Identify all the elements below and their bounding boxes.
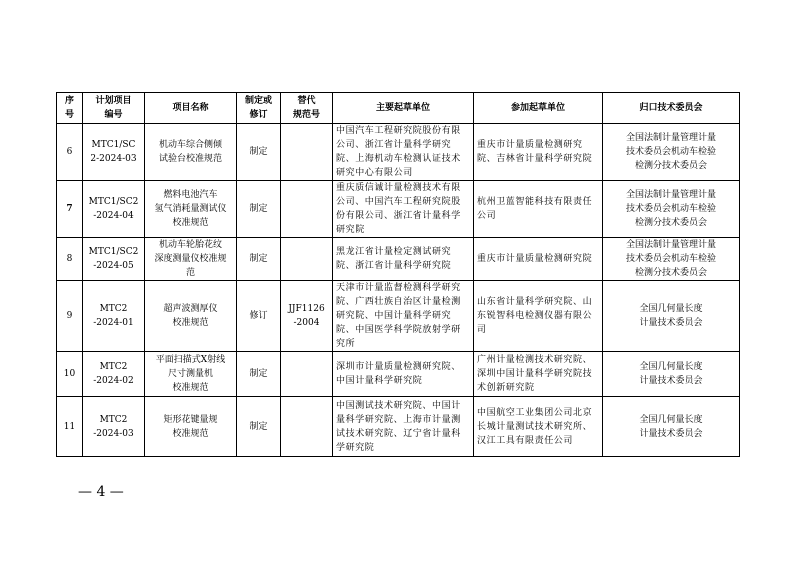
table-row [57, 238, 740, 281]
cell-seq: 8 [57, 238, 83, 281]
cell-committee: 全国几何量长度 计量技术委员会 [603, 397, 740, 457]
cell-replace [281, 181, 333, 238]
header-participating-drafter: 参加起草单位 [474, 93, 603, 124]
cell-code: MTC1/SC2 -2024-04 [83, 181, 145, 238]
cell-replace [281, 124, 333, 181]
cell-seq: 6 [57, 124, 83, 181]
cell-name: 机动车综合侧倾 试验台校准规范 [145, 124, 237, 181]
cell-name: 矩形花键量规 校准规范 [145, 397, 237, 457]
cell-committee: 全国法制计量管理计量 技术委员会机动车检验 检测分技术委员会 [603, 124, 740, 181]
cell-main-drafter: 天津市计量监督检测科学研究院、广西壮族自治区计量检测研究院、中国计量科学研究院、中国医学科学院放射学研究所 [333, 281, 474, 352]
table-row [57, 124, 740, 181]
page-number: — 4 — [78, 484, 124, 500]
cell-seq: 9 [57, 281, 83, 352]
cell-type: 制定 [237, 181, 281, 238]
cell-code: MTC1/SC 2-2024-03 [83, 124, 145, 181]
cell-seq: 11 [57, 397, 83, 457]
cell-main-drafter: 重庆质信诚计量检测技术有限公司、中国汽车工程研究院股份有限公司、浙江省计量科学研究院 [333, 181, 474, 238]
header-committee: 归口技术委员会 [603, 93, 740, 124]
cell-code: MTC1/SC2 -2024-05 [83, 238, 145, 281]
cell-committee: 全国法制计量管理计量 技术委员会机动车检验 检测分技术委员会 [603, 238, 740, 281]
cell-type: 修订 [237, 281, 281, 352]
cell-seq: 7 [57, 181, 83, 238]
cell-name: 燃料电池汽车 氢气消耗量测试仪 校准规范 [145, 181, 237, 238]
cell-name: 平面扫描式X射线 尺寸测量机 校准规范 [145, 352, 237, 397]
cell-type: 制定 [237, 397, 281, 457]
header-replace: 替代 规范号 [281, 93, 333, 124]
cell-main-drafter: 深圳市计量质量检测研究院、中国计量科学研究院 [333, 352, 474, 397]
cell-replace [281, 397, 333, 457]
cell-type: 制定 [237, 238, 281, 281]
cell-participating-drafter: 中国航空工业集团公司北京长城计量测试技术研究所、汉江工具有限责任公司 [474, 397, 603, 457]
header-code: 计划项目 编号 [83, 93, 145, 124]
plan-table [56, 92, 740, 457]
cell-replace [281, 238, 333, 281]
header-type: 制定或 修订 [237, 93, 281, 124]
cell-committee: 全国几何量长度 计量技术委员会 [603, 352, 740, 397]
header-seq: 序 号 [57, 93, 83, 124]
cell-main-drafter: 中国汽车工程研究院股份有限公司、浙江省计量科学研究院、上海机动车检测认证技术研究中心有限公司 [333, 124, 474, 181]
cell-type: 制定 [237, 124, 281, 181]
cell-participating-drafter: 杭州卫蓝智能科技有限责任公司 [474, 181, 603, 238]
cell-code: MTC2 -2024-01 [83, 281, 145, 352]
cell-participating-drafter: 山东省计量科学研究院、山东锐智科电检测仪器有限公司 [474, 281, 603, 352]
cell-name: 超声波测厚仪 校准规范 [145, 281, 237, 352]
cell-main-drafter: 中国测试技术研究院、中国计量科学研究院、上海市计量测试技术研究院、辽宁省计量科学研究院 [333, 397, 474, 457]
table-row [57, 397, 740, 457]
table-row [57, 352, 740, 397]
table-header-row [57, 93, 740, 124]
cell-replace [281, 352, 333, 397]
cell-code: MTC2 -2024-03 [83, 397, 145, 457]
table-row [57, 181, 740, 238]
header-name: 项目名称 [145, 93, 237, 124]
header-main-drafter: 主要起草单位 [333, 93, 474, 124]
cell-code: MTC2 -2024-02 [83, 352, 145, 397]
cell-name: 机动车轮胎花纹 深度测量仪校准规 范 [145, 238, 237, 281]
cell-main-drafter: 黑龙江省计量检定测试研究院、浙江省计量科学研究院 [333, 238, 474, 281]
cell-seq: 10 [57, 352, 83, 397]
cell-type: 制定 [237, 352, 281, 397]
cell-participating-drafter: 广州计量检测技术研究院、深圳中国计量科学研究院技术创新研究院 [474, 352, 603, 397]
cell-replace: JJF1126 -2004 [281, 281, 333, 352]
cell-committee: 全国几何量长度 计量技术委员会 [603, 281, 740, 352]
cell-committee: 全国法制计量管理计量 技术委员会机动车检验 检测分技术委员会 [603, 181, 740, 238]
cell-participating-drafter: 重庆市计量质量检测研究院 [474, 238, 603, 281]
table-row [57, 281, 740, 352]
cell-participating-drafter: 重庆市计量质量检测研究院、吉林省计量科学研究院 [474, 124, 603, 181]
